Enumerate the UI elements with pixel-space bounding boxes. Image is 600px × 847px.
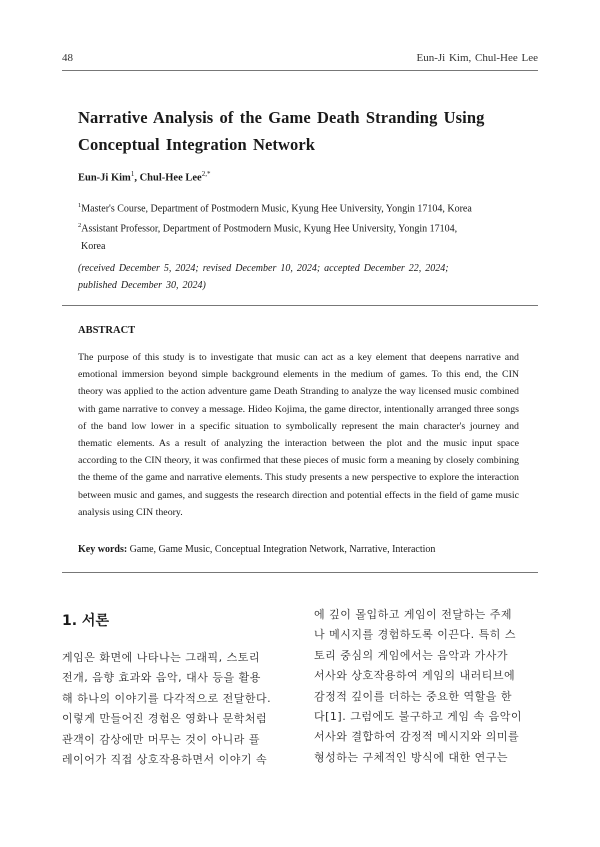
section-title: 1. 서론 xyxy=(62,613,109,629)
affiliation-1-text: Master's Course, Department of Postmodern Music, Kyung Hee University, Yongin 17104, Korea xyxy=(81,203,472,215)
title-line-2: Conceptual Integration Network xyxy=(78,135,316,154)
affiliation-2-continued: Korea xyxy=(81,240,106,252)
running-header xyxy=(62,52,538,66)
author-list xyxy=(78,170,210,184)
abstract-heading: ABSTRACT xyxy=(78,325,136,336)
keywords xyxy=(78,544,528,555)
dates-line-2: published December 30, 2024) xyxy=(78,280,206,291)
author-1-sup: 1 xyxy=(130,170,135,178)
body-line: 나 메시지를 경험하도록 이끈다. 특히 스 xyxy=(314,628,516,642)
body-line: 토리 중심의 게임에서는 음악과 가사가 xyxy=(314,648,509,662)
affiliation-2-sup: 2 xyxy=(78,222,82,230)
body-line: 게임은 화면에 나타나는 그래픽, 스토리 xyxy=(62,651,260,664)
body-line: 서사와 결합하여 감정적 메시지와 의미를 xyxy=(314,730,520,744)
affiliation-1-sup: 1 xyxy=(78,202,82,209)
body-line: 감정적 깊이를 더하는 중요한 역할을 한 xyxy=(314,689,512,703)
body-column-right xyxy=(314,605,538,768)
body-line: 서사와 상호작용하여 게임의 내러티브에 xyxy=(314,669,516,683)
title-line-1: Narrative Analysis of the Game Death Stranding Using xyxy=(78,108,485,127)
body-line: 해 하나의 이야기를 다각적으로 전달한다. xyxy=(62,691,272,705)
keywords-label: Key words: xyxy=(78,544,128,555)
keywords-text: Game, Game Music, Conceptual Integration Network, Narrative, Interaction xyxy=(127,544,436,555)
abstract-top-rule xyxy=(62,305,538,306)
dates-line-1: (received December 5, 2024; revised December 10, 2024; accepted December 22, 2024; xyxy=(78,263,449,274)
affiliations xyxy=(78,197,528,255)
abstract-bottom-rule xyxy=(62,572,538,573)
abstract-body: The purpose of this study is to investigate that music can act as a key element that deepens narrative and emotional immersion beyond simple background elements in the medium of games. To this end, the CIN theory was applied to the action adventure game Death Stranding to analyze the way licensed music combined with game narrative to convey a message. Hideo Kojima, the game director, intentionally arranged three songs of the band low lower in a specific situation to symbolically represent the main character's journey and thematic elements. As a result of analyzing the interaction between the plot and the music input space according to the CIN theory, it was confirmed that these pieces of music form a meaning by closely combining the theme of the game and narrative elements. This study presents a new perspective to explore the interaction between music and games, and suggests the research direction and potential effects in the field of game music analysis using CIN theory. xyxy=(78,352,519,518)
body-line: 다[1]. 그럼에도 불구하고 게임 속 음악이 xyxy=(314,710,522,724)
author-2-name: Chul-Hee Lee xyxy=(139,172,202,184)
author-2-sup: 2,* xyxy=(201,170,211,178)
author-separator: , xyxy=(134,172,140,184)
body-line: 관객이 감상에만 머무는 것이 아니라 플 xyxy=(62,732,260,746)
body-line: 에 깊이 몰입하고 게임이 전달하는 주제 xyxy=(314,608,512,621)
body-line: 레이어가 직접 상호작용하면서 이야기 속 xyxy=(62,753,268,767)
affiliation-1 xyxy=(78,197,528,217)
body-column-left xyxy=(62,648,286,770)
header-rule xyxy=(62,70,538,71)
paper-title xyxy=(78,104,538,158)
author-1-name: Eun-Ji Kim xyxy=(78,172,131,184)
affiliation-2-text: Assistant Professor, Department of Postmodern Music, Kyung Hee University, Yongin 17104, xyxy=(81,223,458,235)
publication-dates xyxy=(78,260,508,294)
body-line: 전개, 음향 효과와 음악, 대사 등을 활용 xyxy=(62,671,261,685)
body-line: 이렇게 만들어진 경험은 영화나 문학처럼 xyxy=(62,712,268,726)
body-line: 형성하는 구체적인 방식에 대한 연구는 xyxy=(314,750,509,764)
running-head: Eun-Ji Kim, Chul-Hee Lee xyxy=(416,52,538,64)
page-number: 48 xyxy=(62,52,73,64)
affiliation-2 xyxy=(78,217,528,237)
